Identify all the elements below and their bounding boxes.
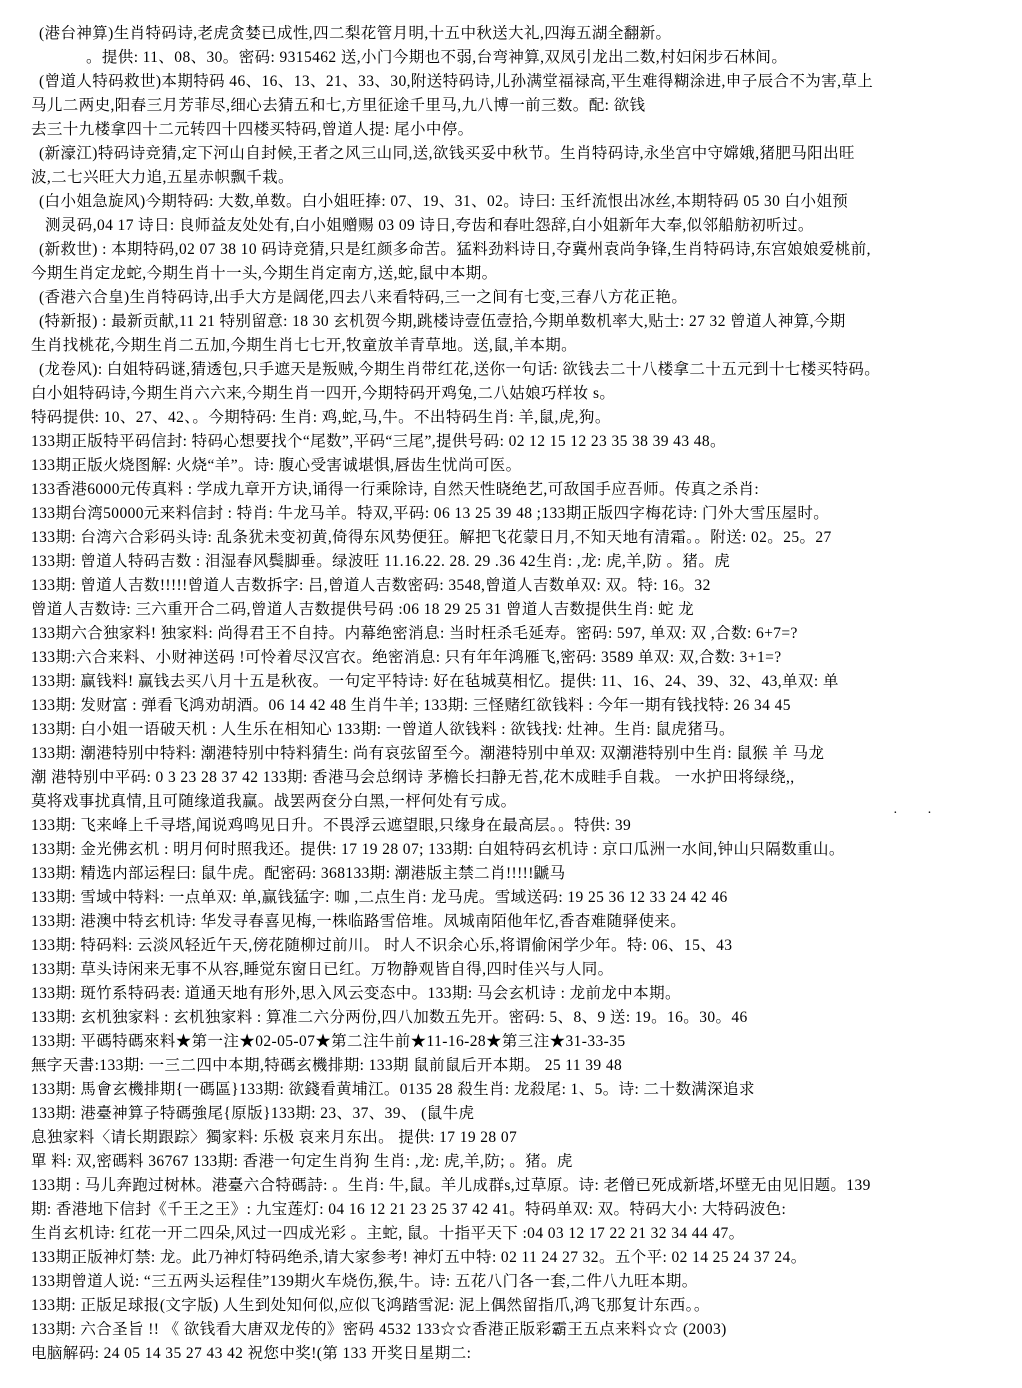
text-line: 133期: 平碼特碼來料★第一注★02-05-07★第二注牛前★11-16-28★第三注★31-33-35 [31,1033,626,1050]
text-line: 133期: 精选内部运程曰: 鼠牛虎。配密码: 368133期: 潮港版主禁二肖!!!!!鼶马 [31,865,566,882]
stray-dots: · · [893,806,945,821]
text-line: 今期生肖定龙蛇,今期生肖十一头,今期生肖定南方,送,蛇,鼠中本期。 [31,265,498,282]
text-line: 133期:六合来料、小财神送码 !可怜着尽汉宫衣。绝密消息: 只有年年鸿雁飞,密码: 3589 单双: 双,合数: 3+1=? [31,649,782,666]
text-line: (特新报) : 最新贡献,11 21 特别留意: 18 30 玄机贺今期,跳楼诗壹伍壹拾,今期单数机率大,贴士: 27 32 曾道人神算,今期 [39,313,846,330]
text-line: 特码提供: 10、27、42、。今期特码: 生肖: 鸡,蛇,马,牛。不出特码生肖: 羊,鼠,虎,狗。 [31,409,611,426]
text-line: (龙卷风): 白姐特码谜,猜透包,只手遮天是叛贼,今期生肖带红花,送你一句话: 欲钱去二十八楼拿二十五元到十七楼买特码。 [39,361,881,378]
text-line: 133期正版神灯禁: 龙。此乃神灯特码绝杀,请大家参考! 神灯五中特: 02 11 24 27 32。五个平: 02 14 25 24 37 24。 [31,1249,807,1266]
text-line: 去三十九楼拿四十二元转四十四楼买特码,曾道人提: 尾小中停。 [31,121,474,138]
text-line: (新救世) : 本期特码,02 07 38 10 码诗竞猜,只是红颜多命苦。猛料劲料诗日,夺冀州袁尚争锋,生肖特码诗,东宫娘娘爱桃前, [39,241,871,258]
text-line: 133期: 草头诗闲来无事不从容,睡觉东窗日已红。万物静观皆自得,四时佳兴与人同。 [31,961,614,978]
text-line: 生肖找桃花,今期生肖二五加,今期生肖七七开,牧童放羊青草地。送,鼠,羊本期。 [31,337,578,354]
text-line: 133期: 赢钱料! 赢钱去买八月十五是秋夜。一句定平特诗: 好在毡城莫相忆。提供: 11、16、24、39、32、43,单双: 单 [31,673,839,690]
text-line: 133期: 白小姐一语破天机 : 人生乐在相知心 133期: 一曾道人欲钱料 : 欲钱找: 灶神。生肖: 鼠虎猪马。 [31,721,735,738]
text-line: 波,二七兴旺大力追,五星赤帜飘千栽。 [31,169,294,186]
text-line: 單 料: 双,密碼料 36767 133期: 香港一句定生肖狗 生肖: ,龙: 虎,羊,防; 。猪。虎 [31,1153,573,1170]
text-line: 潮 港特别中平码: 0 3 23 28 37 42 133期: 香港马会总纲诗 茅檐长扫静无苔,花木成畦手自栽。 一水护田将绿绕,, [31,769,795,786]
text-line: (曾道人特码救世)本期特码 46、16、13、21、33、30,附送特码诗,儿孙满堂福禄高,平生难得糊涂进,申子辰合不为害,草上 [39,73,874,90]
text-line: (香港六合皇)生肖特码诗,出手大方是阔佬,四去八来看特码,三一之间有七变,三春八方花正艳。 [39,289,688,306]
text-lines-container [31,22,1006,1366]
text-line: 莫将戏事扰真情,且可随缘道我赢。战罢两奁分白黑,一枰何处有亏成。 [31,793,517,810]
text-line: 133期: 港臺神算子特碼強尾{原版}133期: 23、37、39、 (鼠牛虎 [31,1105,475,1122]
text-line: 电脑解码: 24 05 14 35 27 43 42 祝您中奖!(第 133 开奖日星期二: [31,1345,472,1362]
text-line: 期: 香港地下信封《千王之王》: 九宝莲灯: 04 16 12 21 23 25 37 42 41。特码单双: 双。特码大小: 大特码波色: [31,1201,787,1218]
text-line: 無字天書:133期: 一三二四中本期,特碼玄機排期: 133期 鼠前鼠后开本期。 25 11 39 48 [31,1057,623,1074]
text-line: 133期: 玄机独家料 : 玄机独家料 : 算准二六分两份,四八加数五先开。密码: 5、8、9 送: 19。16。30。46 [31,1009,748,1026]
text-line: 白小姐特码诗,今期生肖六六来,今期生肖一四开,今期特码开鸡兔,二八姑娘巧样妆 s。 [31,385,616,402]
text-line: 生肖玄机诗: 红花一开二四朵,风过一四成光彩 。主蛇, 鼠。十指平天下 :04 03 12 17 22 21 32 34 44 47。 [31,1225,745,1242]
text-line: 133期: 发财富 : 弹看飞鸿劝胡酒。06 14 42 48 生肖牛羊; 133期: 三怪赌红欲钱料 : 今年一期有钱找特: 26 34 45 [31,697,791,714]
text-line: 133期: 金光佛玄机 : 明月何时照我还。提供: 17 19 28 07; 133期: 白姐特码玄机诗 : 京口瓜洲一水间,钟山只隔数重山。 [31,841,845,858]
text-line: 133期: 馬會玄機排期{一碼區}133期: 欲錢看黄埔江。0135 28 殺生肖: 龙殺尾: 1、5。诗: 二十数满深追求 [31,1081,755,1098]
text-line: 133香港6000元传真料 : 学成九章开方诀,诵得一行乘除诗, 自然天性晓绝艺,可敌国手应吾师。传真之杀肖: [31,481,760,498]
text-line: (港台神算)生肖特码诗,老虎贪婪已成性,四二梨花管月明,十五中秋送大礼,四海五湖全翻新。 [39,25,672,42]
text-line: (白小姐急旋风)今期特码: 大数,单数。白小姐旺捧: 07、19、31、02。诗曰: 玉纤流恨出冰丝,本期特码 05 30 白小姐预 [39,193,849,210]
text-line: 133期 : 马儿奔跑过树林。港臺六合特碼詩: 。生肖: 牛,鼠。羊儿成群s,过草原。诗: 老僧已死成新塔,坏壁无由见旧题。139 [31,1177,871,1194]
text-line: 。提供: 11、08、30。密码: 9315462 送,小门今期也不弱,台弯神算,双凤引龙出二数,村妇闲步石林间。 [86,49,788,66]
text-line: 133期正版火烧图解: 火烧“羊”。诗: 腹心受害诚堪惧,唇齿生忧尚可医。 [31,457,522,474]
text-line: 133期: 曾道人吉数!!!!!曾道人吉数拆字: 吕,曾道人吉数密码: 3548,曾道人吉数单双: 双。特: 16。32 [31,577,711,594]
text-line: 133期六合独家料! 独家料: 尚得君王不自持。内幕绝密消息: 当时枉杀毛延寿。密码: 597, 单双: 双 ,合数: 6+7=? [31,625,798,642]
text-line: 133期: 潮港特别中特料: 潮港特别中特料猜生: 尚有哀弦留至今。潮港特别中单双: 双潮港特别中生肖: 鼠猴 羊 马龙 [31,745,825,762]
text-line: 133期: 台湾六合彩码头诗: 乱条犹未变初黄,倚得东风势便狂。解把飞花蒙日月,不知天地有清霜。。附送: 02。25。27 [31,529,832,546]
text-line: 133期台湾50000元来料信封 : 特肖: 牛龙马羊。特双,平码: 06 13 25 39 48 ;133期正版四字梅花诗: 门外大雪压屋时。 [31,505,830,522]
lottery-text-page [31,22,1006,1366]
text-line: 133期: 飞来峰上千寻塔,闻说鸡鸣见日升。不畏浮云遮望眼,只缘身在最高层。。特供: 39 [31,817,632,834]
text-line: 133期: 港澳中特玄机诗: 华发寻春喜见梅,一株临路雪倍堆。凤城南陌他年忆,香杳难随驿使来。 [31,913,687,930]
text-line: 马儿二两史,阳春三月芳菲尽,细心去猜五和七,方里征途千里马,九八博一前三数。配: 欲钱 [31,97,646,114]
text-line: 133期: 正版足球报(文字版) 人生到处知何似,应似飞鸿踏雪泥: 泥上偶然留指爪,鸿飞那复计东西。。 [31,1297,710,1314]
text-line: 133期: 斑竹系特码表: 道通天地有形外,思入风云变态中。133期: 马会玄机诗 : 龙前龙中本期。 [31,985,681,1002]
text-line: 133期: 曾道人特码吉数 : 泪湿春风鬓脚垂。绿波旺 11.16.22. 28. 29 .36 42生肖: ,龙: 虎,羊,防 。猪。虎 [31,553,731,570]
text-line: 133期正版特平码信封: 特码心想要找个“尾数”,平码“三尾”,提供号码: 02 12 15 12 23 35 38 39 43 48。 [31,433,726,450]
text-line: 133期: 雪域中特料: 一点单双: 单,赢钱猛字: 咖 ,二点生肖: 龙马虎。雪域送码: 19 25 36 12 33 24 42 46 [31,889,728,906]
text-line: 测灵码,04 17 诗日: 良师益友处处有,白小姐赠赐 03 09 诗日,夸齿和春吐怨辞,白小姐新年大奉,似邻船舫初听过。 [45,217,814,234]
text-line: (新濠江)特码诗竞猜,定下河山自封候,王者之风三山同,送,欲钱买妥中秋节。生肖特码诗,永坐宫中守嫦娥,猪肥马阳出旺 [39,145,855,162]
text-line: 曾道人吉数诗: 三六重开合二码,曾道人吉数提供号码 :06 18 29 25 31 曾道人吉数提供生肖: 蛇 龙 [31,601,695,618]
text-line: 133期曾道人说: “三五两头运程佳”139期火车烧伤,猴,牛。诗: 五花八门各一套,二件八九旺本期。 [31,1273,698,1290]
text-line: 133期: 特码料: 云淡风轻近午天,傍花随柳过前川。 时人不识余心乐,将谓偷闲学少年。特: 06、15、43 [31,937,733,954]
text-line: 133期: 六合圣旨 !! 《 欲钱看大唐双龙传的》密码 4532 133☆☆香港正版彩霸王五点来料☆☆ (2003) [31,1321,727,1338]
text-line: 息独家料〈请长期跟踪〉獨家料: 乐极 哀来月东出。 提供: 17 19 28 07 [31,1129,518,1146]
